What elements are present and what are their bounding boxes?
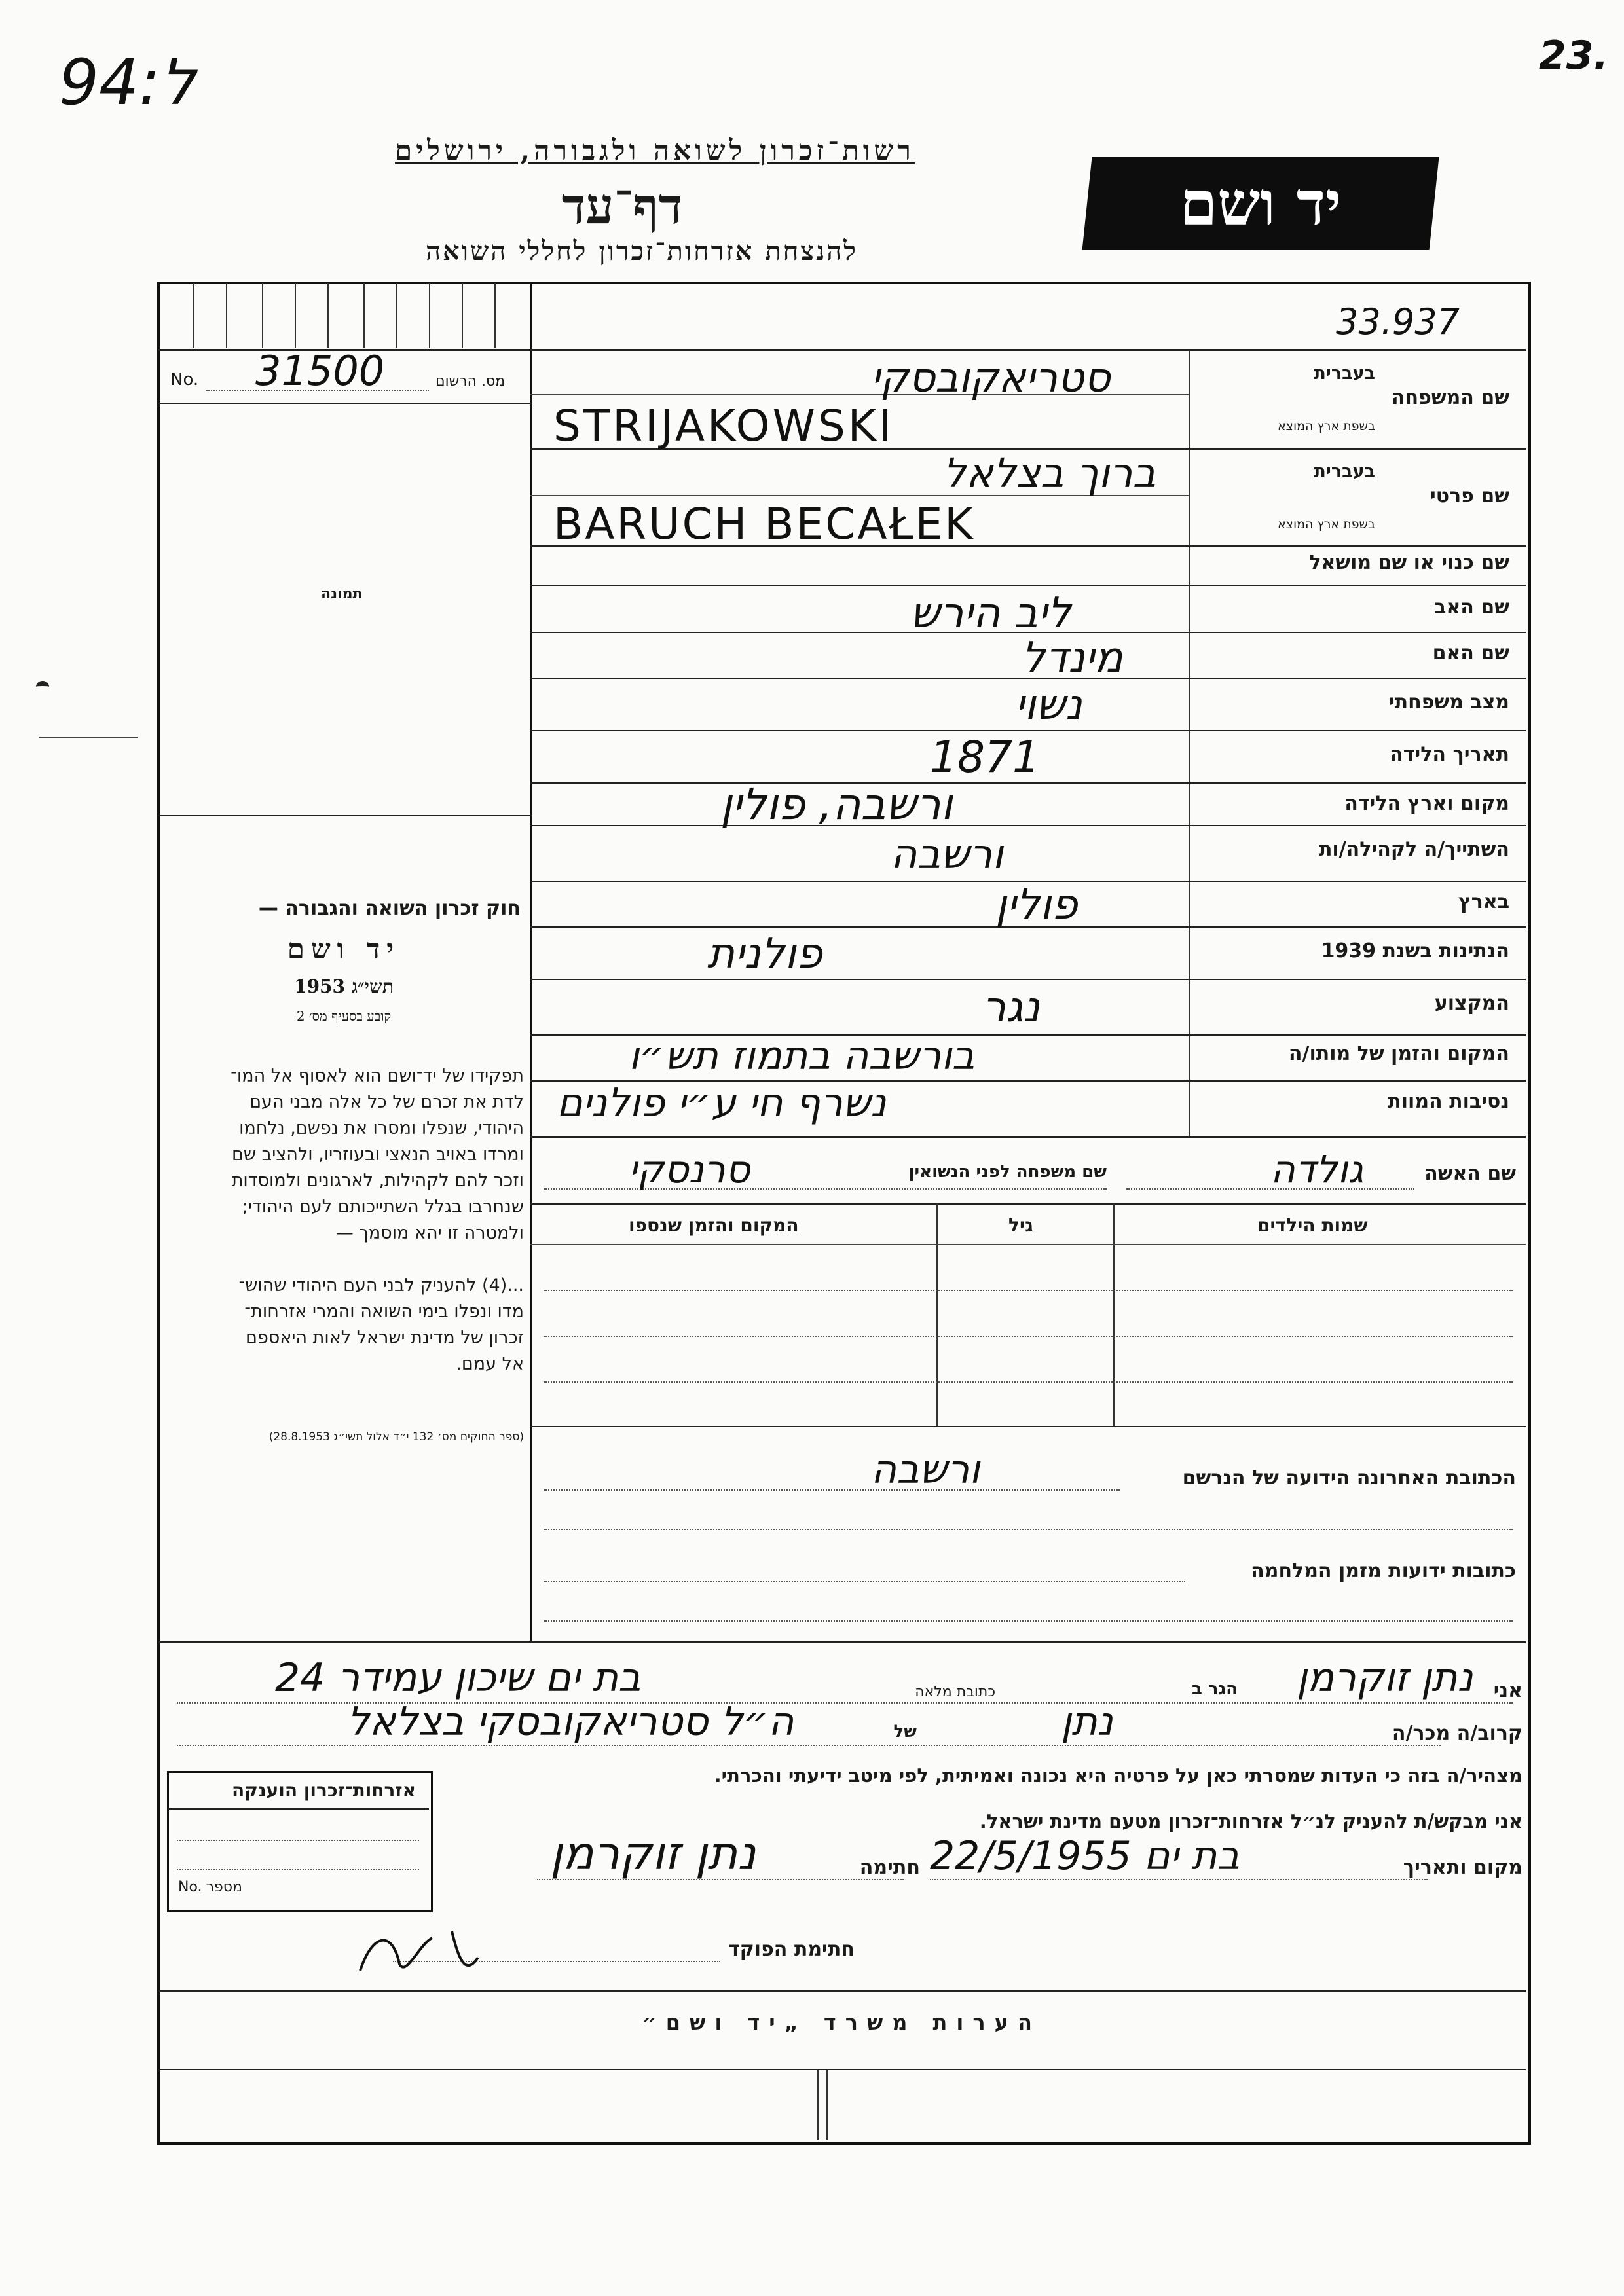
place-time-header: המקום והזמן שנספו: [629, 1214, 799, 1236]
place-date-label: מקום ותאריך: [1403, 1856, 1522, 1879]
last-address-value: ורשבה: [871, 1447, 980, 1493]
maiden-value: סרנסקי: [629, 1147, 750, 1192]
law-line: ולמטרה זו יהא מוסמך —: [335, 1223, 524, 1243]
declarant-address: בת ים שיכון עמידר 24: [275, 1655, 641, 1701]
death-label: המקום והזמן של מותו/ה: [1288, 1042, 1509, 1065]
law-line: ...(4) להעניק לבני העם היהודי שהוש־: [238, 1275, 524, 1296]
officer-signature-label: חתימת הפוקד: [728, 1938, 855, 1961]
circumstances-value: נשרף חי ע״י פולנים: [557, 1080, 887, 1126]
relative-of-value: ה״ל סטריאקובסקי בצלאל: [347, 1699, 794, 1745]
birthplace-value: ורשבה, פולין: [720, 779, 953, 829]
law-line: היהודי, שנפלו ומסרו את נפשם, נלחמו: [239, 1118, 524, 1139]
war-address-label: כתובות ידועות מזמן המלחמה: [1251, 1559, 1516, 1582]
signature-label: חתימה: [859, 1856, 920, 1879]
nickname-label: שם כנוי או שם מושאל: [1309, 551, 1509, 574]
circumstances-label: נסיבות המוות: [1388, 1090, 1509, 1113]
margin-line: [39, 737, 138, 738]
photo-label: תמונה: [321, 586, 363, 602]
death-value: בורשבה בתמוז תש״ו: [629, 1033, 975, 1079]
birthdate-label: תאריך הלידה: [1390, 743, 1509, 766]
law-line: שנחרבו בגלל השתייכותם לעם היהודי;: [242, 1197, 524, 1217]
declaration-request: אני מבקש/ת להעניק לנ״ל אזרחות־זכרון מטעם מדינת ישראל.: [979, 1810, 1522, 1832]
country-label: בארץ: [1458, 890, 1509, 913]
community-value: ורשבה: [891, 830, 1004, 878]
relative-value: נתן: [1061, 1699, 1113, 1745]
mother-label: שם האם: [1432, 642, 1509, 665]
country-value: פולין: [995, 881, 1078, 929]
relative-of-label: של: [893, 1722, 917, 1741]
firstname-hebrew-value: ברוך בצלאל: [943, 449, 1156, 497]
firstname-origin-value: BARUCH BECAŁEK: [553, 499, 975, 549]
law-line: זכרון של מדינת ישראל לאות היאספם: [246, 1328, 524, 1348]
law-line: לדת את זכרם של כל אלה מבני העם: [249, 1092, 524, 1112]
declarant-label: אני: [1493, 1679, 1522, 1702]
relative-label: קרוב/ה מכר/ה: [1392, 1722, 1522, 1745]
full-address-label: כתובת מלאה: [915, 1684, 995, 1700]
officer-signature: [354, 1918, 524, 1986]
page-number-annotation: 23.: [1539, 33, 1609, 79]
registry-number: 31500: [255, 347, 385, 395]
registry-no-prefix: No.: [170, 370, 199, 390]
surname-origin-value: STRIJAKOWSKI: [553, 401, 895, 451]
law-name: יד ושם: [287, 933, 401, 965]
remarks-label: הערות משרד „יד ושם״: [642, 2010, 1041, 2035]
margin-mark: [36, 681, 49, 693]
citizenship-label: הנתינות בשנת 1939: [1321, 939, 1509, 962]
awarded-no: No.: [178, 1879, 202, 1895]
law-year: תשי״ג 1953: [294, 975, 394, 997]
declarant-name: נתן זוקרמן: [1297, 1655, 1473, 1701]
residing-label: הגר ב: [1191, 1679, 1238, 1699]
awarded-number-label: מספר: [206, 1879, 242, 1895]
surname-hebrew-label: בעברית: [1314, 363, 1375, 384]
archive-annotation: 94:ל: [59, 46, 196, 119]
awarded-title: אזרחות־זכרון הוענקה: [232, 1779, 416, 1801]
age-header: גיל: [1008, 1214, 1033, 1236]
marital-value: נשוי: [1015, 681, 1082, 729]
firstname-hebrew-label: בעברית: [1314, 462, 1375, 482]
law-line: אל עמם.: [456, 1354, 524, 1374]
surname-label: שם המשפחה: [1391, 386, 1509, 409]
birthplace-label: מקום וארץ הלידה: [1344, 792, 1509, 815]
surname-origin-label: בשפת ארץ המוצא: [1277, 419, 1375, 433]
community-label: השתייך/ה לקהילה/ות: [1318, 838, 1509, 861]
law-heading: חוק זכרון השואה והגבורה —: [258, 897, 521, 920]
father-label: שם האב: [1434, 596, 1509, 619]
surname-hebrew-value: סטריאקובסקי: [871, 354, 1111, 401]
declaration-statement: מצהיר/ה בזה כי העדות שמסרתי כאן על פרטיה היא נכונה ואמיתית, לפי מיטב ידיעתי והכרתי.: [714, 1764, 1522, 1787]
file-number: 33.937: [1336, 301, 1460, 342]
law-line: ומרדו באויב הנאצי ובעוזריו, ולהציב שם: [231, 1144, 524, 1165]
form-title: דף־עד: [561, 177, 683, 235]
profession-label: המקצוע: [1434, 992, 1509, 1015]
maiden-label: שם משפחה לפני הנשואין: [908, 1162, 1107, 1182]
registry-label: מס. הרשום: [435, 373, 506, 390]
place-date-value: בת ים 22/5/1955: [930, 1833, 1240, 1879]
wife-value: גולדה: [1270, 1147, 1364, 1192]
last-address-label: הכתובת האחרונה הידועה של הנרשם: [1182, 1467, 1516, 1489]
law-line: וזכר להם לקהילות, לארגונים ולמוסדות: [231, 1171, 524, 1191]
firstname-label: שם פרטי: [1430, 484, 1509, 507]
father-value: ליב הירש: [910, 589, 1071, 638]
citizenship-value: פולנית: [707, 930, 822, 978]
firstname-origin-label: בשפת ארץ המוצא: [1277, 517, 1375, 532]
law-clause: קובע בסעיף מס׳ 2: [296, 1008, 392, 1024]
marital-label: מצב משפחתי: [1388, 691, 1509, 714]
declarant-signature: נתן זוקרמן: [550, 1827, 756, 1880]
wife-label: שם האשה: [1424, 1162, 1516, 1185]
form-subtitle: להנצחת אזרחות־זכרון לחללי השואה: [426, 236, 858, 266]
profession-value: נגר: [982, 983, 1041, 1032]
authority-name: רשות־זכרון לשואה ולגבורה, ירושלים: [395, 134, 915, 166]
mother-value: מינדל: [1022, 634, 1123, 682]
birthdate-value: 1871: [930, 732, 1040, 782]
law-line: תפקידו של יד־ושם הוא לאסוף אל המו־: [231, 1066, 524, 1086]
law-line: מדו ונפלו בימי השואה והמרי אזרחות־: [244, 1302, 524, 1322]
law-source: (ספר החוקים מס׳ 132 י״ד אלול תשי״ג 28.8.1953): [268, 1430, 524, 1444]
yad-vashem-logo: יד ושם: [1082, 157, 1439, 250]
children-header: שמות הילדים: [1257, 1214, 1368, 1236]
